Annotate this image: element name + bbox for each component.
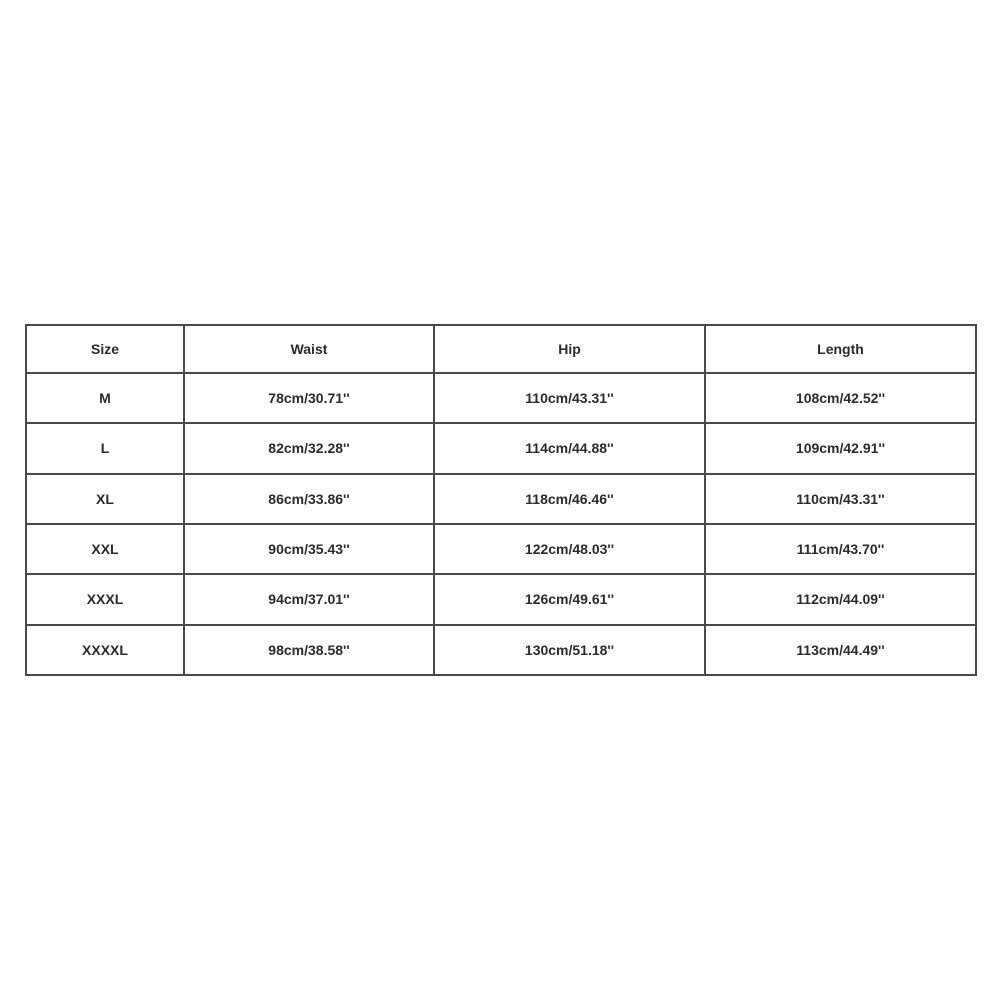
size-chart-header [26, 325, 976, 373]
header-size: Size [26, 325, 184, 373]
size-cell: L [26, 423, 184, 473]
header-length: Length [705, 325, 976, 373]
header-hip: Hip [434, 325, 705, 373]
waist-cell: 98cm/38.58'' [184, 625, 434, 675]
length-cell: 113cm/44.49'' [705, 625, 976, 675]
hip-cell: 114cm/44.88'' [434, 423, 705, 473]
size-cell: XXL [26, 524, 184, 574]
table-row [26, 574, 976, 624]
hip-cell: 122cm/48.03'' [434, 524, 705, 574]
size-cell: XL [26, 474, 184, 524]
waist-cell: 78cm/30.71'' [184, 373, 434, 423]
table-row [26, 625, 976, 675]
hip-cell: 110cm/43.31'' [434, 373, 705, 423]
table-row [26, 524, 976, 574]
hip-cell: 126cm/49.61'' [434, 574, 705, 624]
size-chart-table [25, 324, 977, 676]
header-row [26, 325, 976, 373]
size-cell: XXXL [26, 574, 184, 624]
length-cell: 109cm/42.91'' [705, 423, 976, 473]
table-row [26, 373, 976, 423]
waist-cell: 94cm/37.01'' [184, 574, 434, 624]
length-cell: 111cm/43.70'' [705, 524, 976, 574]
size-cell: XXXXL [26, 625, 184, 675]
waist-cell: 86cm/33.86'' [184, 474, 434, 524]
hip-cell: 118cm/46.46'' [434, 474, 705, 524]
waist-cell: 90cm/35.43'' [184, 524, 434, 574]
length-cell: 110cm/43.31'' [705, 474, 976, 524]
length-cell: 112cm/44.09'' [705, 574, 976, 624]
table-row [26, 474, 976, 524]
size-chart-body [26, 373, 976, 675]
hip-cell: 130cm/51.18'' [434, 625, 705, 675]
size-cell: M [26, 373, 184, 423]
header-waist: Waist [184, 325, 434, 373]
waist-cell: 82cm/32.28'' [184, 423, 434, 473]
length-cell: 108cm/42.52'' [705, 373, 976, 423]
table-row [26, 423, 976, 473]
